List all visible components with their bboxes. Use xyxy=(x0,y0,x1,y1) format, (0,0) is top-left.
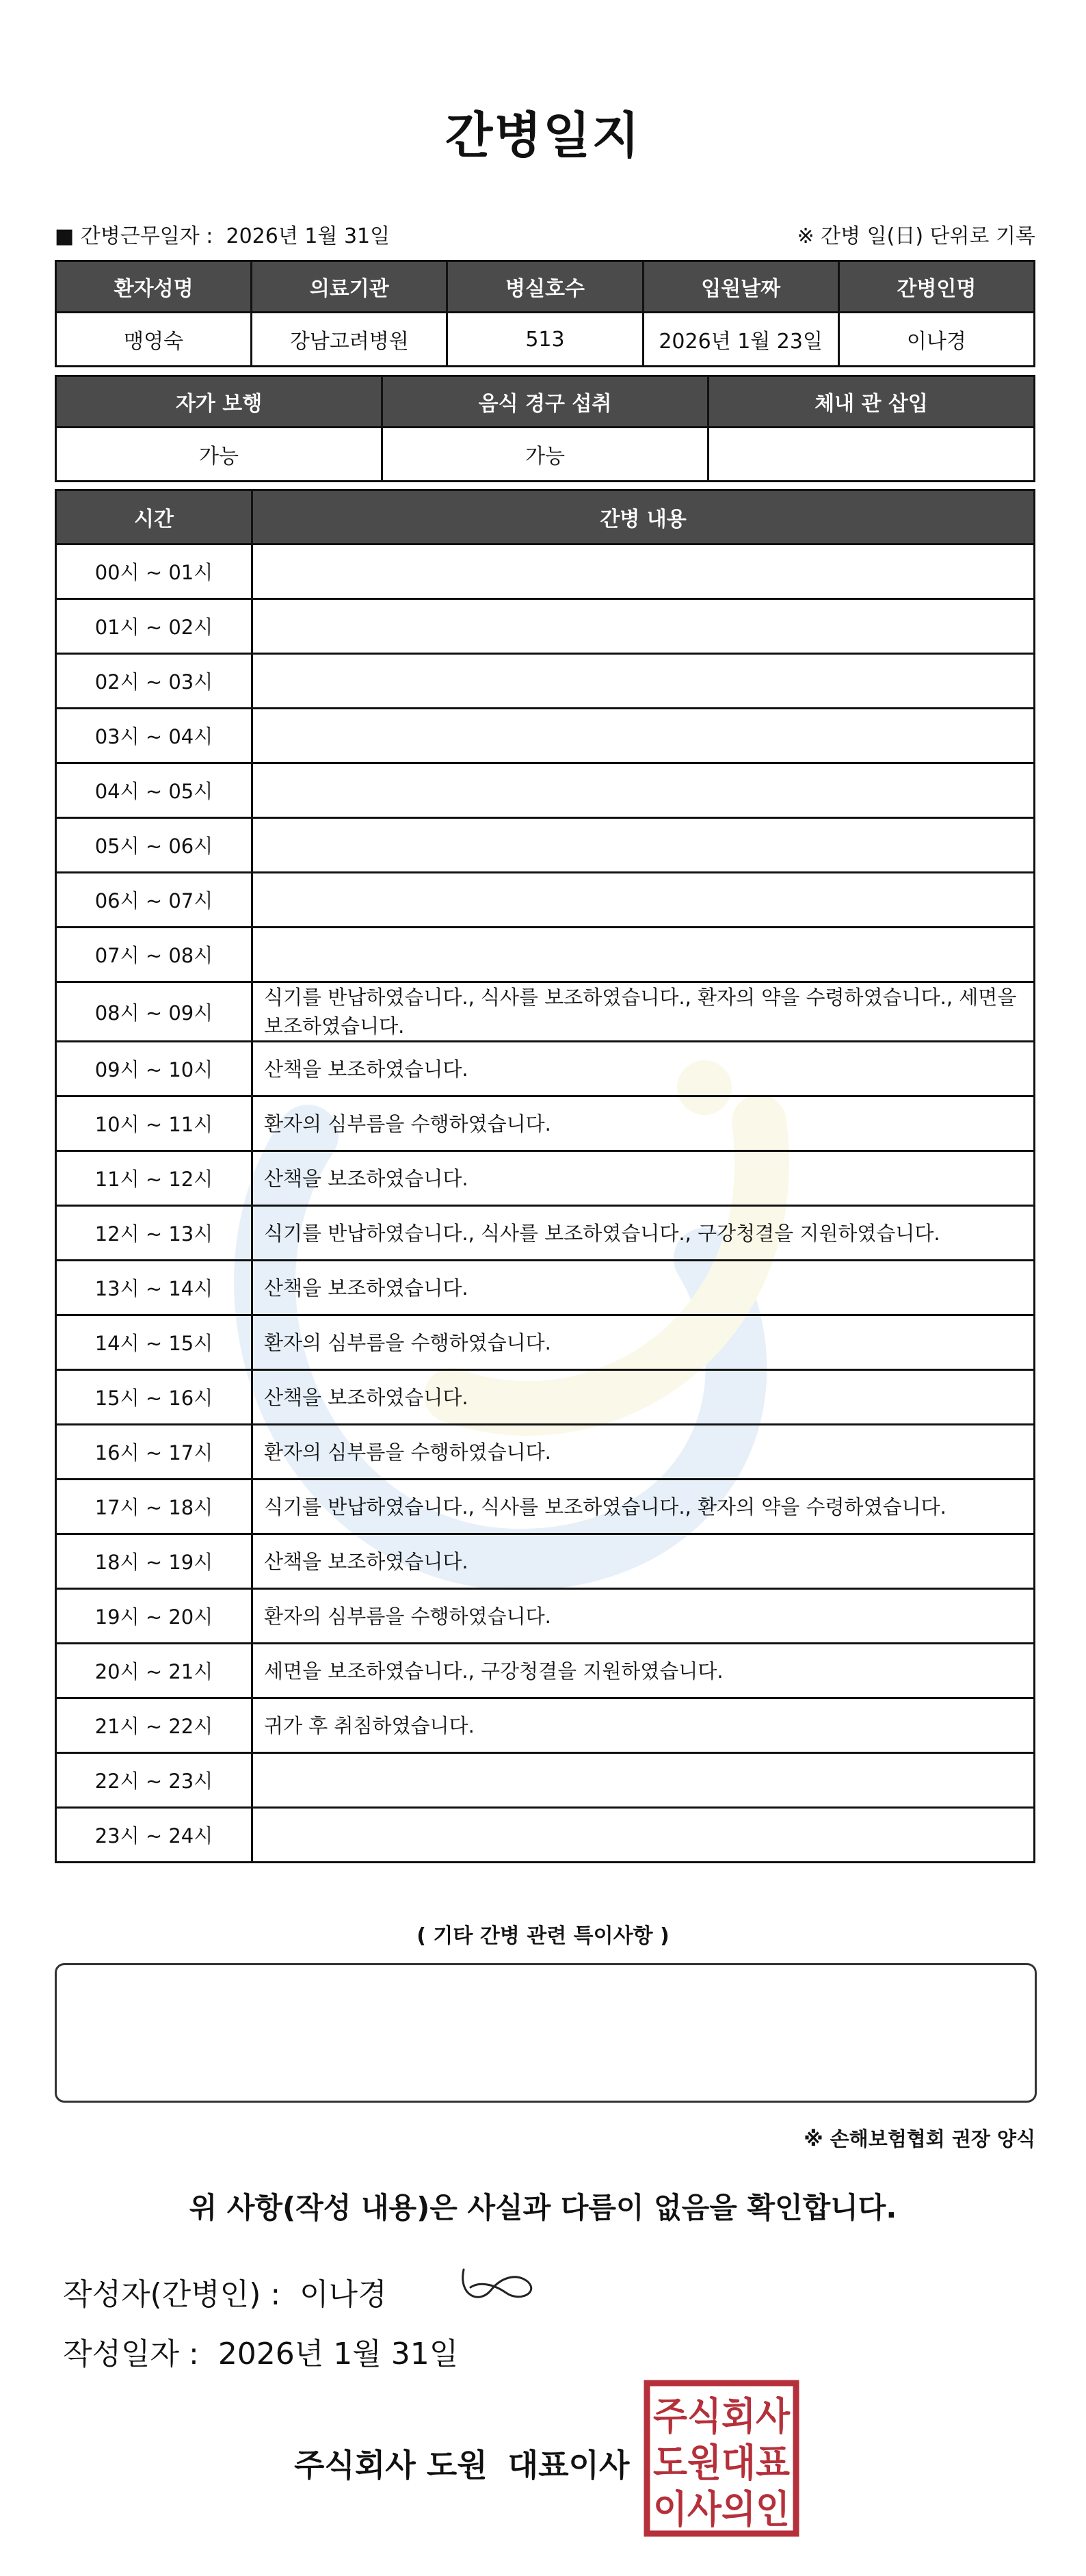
header-caregiver-name: 간병인명 xyxy=(838,261,1034,313)
care-log-content: 산책을 보조하였습니다. xyxy=(252,1042,1035,1096)
care-log-time: 17시 ~ 18시 xyxy=(56,1480,252,1534)
care-log-time: 22시 ~ 23시 xyxy=(56,1753,252,1808)
other-notes-title: ( 기타 간병 관련 특이사항 ) xyxy=(416,1924,670,1948)
tube-insertion-status xyxy=(708,428,1035,482)
written-date-line xyxy=(63,2329,458,2373)
care-log-content: 산책을 보조하였습니다. xyxy=(252,1151,1035,1206)
care-log-time: 21시 ~ 22시 xyxy=(56,1698,252,1753)
care-log-content xyxy=(252,1753,1035,1808)
care-log-row xyxy=(56,1644,1035,1698)
care-log-row xyxy=(56,709,1035,763)
written-date-label: 작성일자 : xyxy=(63,2337,199,2371)
patient-info-header-row xyxy=(56,261,1035,313)
care-log-row xyxy=(56,1808,1035,1863)
care-log-content xyxy=(252,1808,1035,1863)
patient-status-table xyxy=(55,375,1035,482)
writer-label: 작성자(간병인) : xyxy=(63,2277,281,2312)
writer-name: 이나경 xyxy=(300,2277,387,2312)
patient-status-header-row xyxy=(56,376,1035,428)
work-date xyxy=(55,219,390,249)
care-log-row xyxy=(56,1534,1035,1589)
care-log-time: 23시 ~ 24시 xyxy=(56,1808,252,1863)
form-source-note: ※ 손해보험협회 권장 양식 xyxy=(804,2127,1035,2151)
care-log-row xyxy=(56,1425,1035,1480)
care-log-content: 귀가 후 취침하였습니다. xyxy=(252,1698,1035,1753)
care-log-time: 16시 ~ 17시 xyxy=(56,1425,252,1480)
care-log-content xyxy=(252,599,1035,654)
patient-status-value-row xyxy=(56,428,1035,482)
svg-text:도원대표: 도원대표 xyxy=(653,2441,790,2486)
care-log-row xyxy=(56,1370,1035,1425)
work-date-value: 2026년 1월 31일 xyxy=(226,224,390,248)
written-date-value: 2026년 1월 31일 xyxy=(217,2337,459,2371)
care-log-row xyxy=(56,928,1035,982)
care-log-content: 산책을 보조하였습니다. xyxy=(252,1261,1035,1315)
care-log-time: 11시 ~ 12시 xyxy=(56,1151,252,1206)
header-care-content: 간병 내용 xyxy=(252,490,1035,544)
care-log-row xyxy=(56,1480,1035,1534)
oral-intake-status: 가능 xyxy=(382,428,708,482)
work-date-label: ■ 간병근무일자 : xyxy=(55,224,213,248)
hospital-name: 강남고려병원 xyxy=(252,313,447,367)
care-log-content: 산책을 보조하였습니다. xyxy=(252,1534,1035,1589)
care-log-content: 환자의 심부름을 수행하였습니다. xyxy=(252,1425,1035,1480)
care-log-content xyxy=(252,544,1035,599)
care-log-content: 환자의 심부름을 수행하였습니다. xyxy=(252,1315,1035,1370)
care-log-time: 15시 ~ 16시 xyxy=(56,1370,252,1425)
care-log-time: 20시 ~ 21시 xyxy=(56,1644,252,1698)
care-log-time: 05시 ~ 06시 xyxy=(56,818,252,873)
care-log-time: 07시 ~ 08시 xyxy=(56,928,252,982)
care-log-time: 19시 ~ 20시 xyxy=(56,1589,252,1644)
care-log-row xyxy=(56,1589,1035,1644)
care-log-row xyxy=(56,763,1035,818)
header-hospital: 의료기관 xyxy=(252,261,447,313)
document-title: 간병일지 xyxy=(445,107,641,164)
svg-text:이사의인: 이사의인 xyxy=(653,2488,790,2532)
care-log-time: 03시 ~ 04시 xyxy=(56,709,252,763)
care-log-header-row xyxy=(56,490,1035,544)
room-number: 513 xyxy=(447,313,643,367)
care-log-row xyxy=(56,1261,1035,1315)
care-log-time: 00시 ~ 01시 xyxy=(56,544,252,599)
care-log-content: 산책을 보조하였습니다. xyxy=(252,1370,1035,1425)
caregiver-name: 이나경 xyxy=(838,313,1034,367)
care-log-content xyxy=(252,709,1035,763)
company-role: 대표이사 xyxy=(507,2447,630,2484)
care-log-row xyxy=(56,1042,1035,1096)
care-log-row xyxy=(56,544,1035,599)
record-unit-note: ※ 간병 일(日) 단위로 기록 xyxy=(797,224,1035,248)
patient-info-value-row xyxy=(56,313,1035,367)
care-log-time: 13시 ~ 14시 xyxy=(56,1261,252,1315)
care-log-row xyxy=(56,1753,1035,1808)
admission-date: 2026년 1월 23일 xyxy=(643,313,838,367)
care-log-content xyxy=(252,763,1035,818)
care-log-content: 식기를 반납하였습니다., 식사를 보조하였습니다., 환자의 약을 수령하였습니다., 세면을 보조하였습니다. xyxy=(252,982,1035,1042)
care-log-time: 01시 ~ 02시 xyxy=(56,599,252,654)
care-log-row xyxy=(56,1315,1035,1370)
header-tube-insertion: 체내 관 삽입 xyxy=(708,376,1035,428)
care-log-time: 04시 ~ 05시 xyxy=(56,763,252,818)
care-log-content: 식기를 반납하였습니다., 식사를 보조하였습니다., 환자의 약을 수령하였습니다. xyxy=(252,1480,1035,1534)
care-log-time: 14시 ~ 15시 xyxy=(56,1315,252,1370)
care-log-content: 세면을 보조하였습니다., 구강청결을 지원하였습니다. xyxy=(252,1644,1035,1698)
company-signature-line xyxy=(294,2441,629,2486)
header-room-number: 병실호수 xyxy=(447,261,643,313)
care-log-row xyxy=(56,1698,1035,1753)
care-log-time: 08시 ~ 09시 xyxy=(56,982,252,1042)
care-log-content xyxy=(252,654,1035,709)
care-log-row xyxy=(56,599,1035,654)
care-log-row xyxy=(56,1151,1035,1206)
care-log-content: 식기를 반납하였습니다., 식사를 보조하였습니다., 구강청결을 지원하였습니다. xyxy=(252,1206,1035,1261)
svg-text:주식회사: 주식회사 xyxy=(653,2395,791,2439)
header-time: 시간 xyxy=(56,490,252,544)
header-patient-name: 환자성명 xyxy=(56,261,252,313)
care-log-time: 06시 ~ 07시 xyxy=(56,873,252,928)
care-log-row xyxy=(56,818,1035,873)
care-log-content: 환자의 심부름을 수행하였습니다. xyxy=(252,1589,1035,1644)
care-log-body xyxy=(56,544,1035,1863)
care-log-time: 09시 ~ 10시 xyxy=(56,1042,252,1096)
header-oral-intake: 음식 경구 섭취 xyxy=(382,376,708,428)
patient-name: 맹영숙 xyxy=(56,313,252,367)
signature-image xyxy=(451,2257,540,2312)
care-log-row xyxy=(56,873,1035,928)
care-log-row xyxy=(56,982,1035,1042)
confirmation-statement: 위 사항(작성 내용)은 사실과 다름이 없음을 확인합니다. xyxy=(189,2191,897,2224)
writer-line xyxy=(63,2270,387,2313)
other-notes-box xyxy=(55,1963,1037,2103)
care-log-table xyxy=(55,489,1035,1863)
care-log-row xyxy=(56,1096,1035,1151)
care-log-row xyxy=(56,1206,1035,1261)
walking-status: 가능 xyxy=(56,428,382,482)
patient-info-table xyxy=(55,260,1035,367)
company-seal xyxy=(643,2379,800,2538)
care-log-time: 18시 ~ 19시 xyxy=(56,1534,252,1589)
header-walking: 자가 보행 xyxy=(56,376,382,428)
care-log-content: 환자의 심부름을 수행하였습니다. xyxy=(252,1096,1035,1151)
care-log-content xyxy=(252,873,1035,928)
care-log-time: 12시 ~ 13시 xyxy=(56,1206,252,1261)
care-log-time: 02시 ~ 03시 xyxy=(56,654,252,709)
care-log-content xyxy=(252,928,1035,982)
care-log-row xyxy=(56,654,1035,709)
care-log-time: 10시 ~ 11시 xyxy=(56,1096,252,1151)
header-admission-date: 입원날짜 xyxy=(643,261,838,313)
care-log-content xyxy=(252,818,1035,873)
company-name: 주식회사 도원 xyxy=(294,2447,488,2484)
